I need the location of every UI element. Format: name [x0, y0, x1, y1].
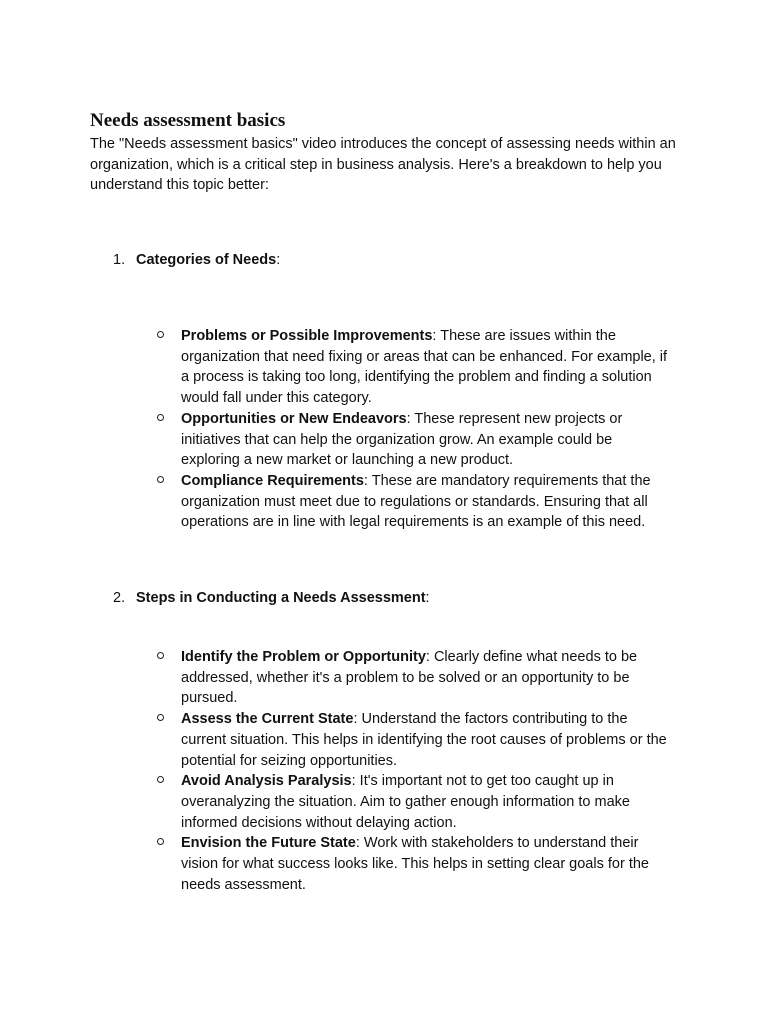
- intro-paragraph: The "Needs assessment basics" video introduces the concept of assessing needs within an organization, which is a critical step in business analysis. Here's a breakdown to help you understand this topic better:: [90, 136, 676, 194]
- item-text: : These are mandatory requirements that the organization must meet due to regulations or standards. Ensuring that all operations are in line with legal requirements is an example of this need.: [181, 472, 651, 531]
- categories-list: [0, 326, 768, 533]
- item-text: : These represent new projects or initiatives that can help the organization grow. An example could be exploring a new market or launching a new product.: [181, 410, 623, 469]
- circle-bullet-icon: [157, 476, 164, 483]
- section-heading-suffix: :: [425, 590, 430, 606]
- list-item: [0, 647, 671, 709]
- circle-bullet-icon: [157, 652, 164, 659]
- item-text: : Clearly define what needs to be addressed, whether it's a problem to be solved or an opportunity to be pursued.: [181, 649, 638, 707]
- page-title: Needs assessment basics: [90, 110, 286, 131]
- circle-bullet-icon: [157, 331, 164, 338]
- item-term: Opportunities or New Endeavors: [181, 410, 407, 427]
- steps-list: [0, 647, 768, 895]
- section-heading-text: Categories of Needs: [136, 252, 277, 268]
- section-heading: [136, 250, 280, 271]
- item-term: Envision the Future State: [181, 835, 356, 852]
- item-term: Problems or Possible Improvements: [181, 328, 433, 344]
- item-term: Avoid Analysis Paralysis: [181, 773, 352, 790]
- list-item: [0, 833, 671, 895]
- circle-bullet-icon: [157, 714, 164, 721]
- section-number: 1.: [113, 252, 126, 268]
- item-term: Identify the Problem or Opportunity: [181, 649, 426, 665]
- item-term: Compliance Requirements: [181, 472, 364, 489]
- list-item: [0, 326, 671, 409]
- item-text: : These are issues within the organization that need fixing or areas that can be enhanced. For example, if a process is taking too long, identifying the problem and finding a solution would fall under this category.: [181, 328, 668, 407]
- item-text: : Understand the factors contributing to the current situation. This helps in identifying the root causes of problems or the potential for seizing opportunities.: [181, 711, 667, 769]
- circle-bullet-icon: [157, 838, 164, 845]
- section-heading-suffix: :: [276, 252, 281, 268]
- item-text: : Work with stakeholders to understand their vision for what success looks like. This helps in setting clear goals for the needs assessment.: [181, 835, 649, 893]
- list-item: [0, 709, 671, 771]
- circle-bullet-icon: [157, 414, 164, 421]
- item-text: : It's important not to get too caught up in overanalyzing the situation. Aim to gather enough information to make informed decisions without delaying action.: [181, 773, 630, 831]
- list-item: [0, 471, 671, 533]
- list-item: [0, 771, 671, 833]
- section-heading: [136, 588, 430, 609]
- item-term: Assess the Current State: [181, 711, 354, 728]
- section-number: 2.: [113, 590, 126, 606]
- circle-bullet-icon: [157, 776, 164, 783]
- section-heading-text: Steps in Conducting a Needs Assessment: [136, 590, 426, 606]
- list-item: [0, 409, 671, 471]
